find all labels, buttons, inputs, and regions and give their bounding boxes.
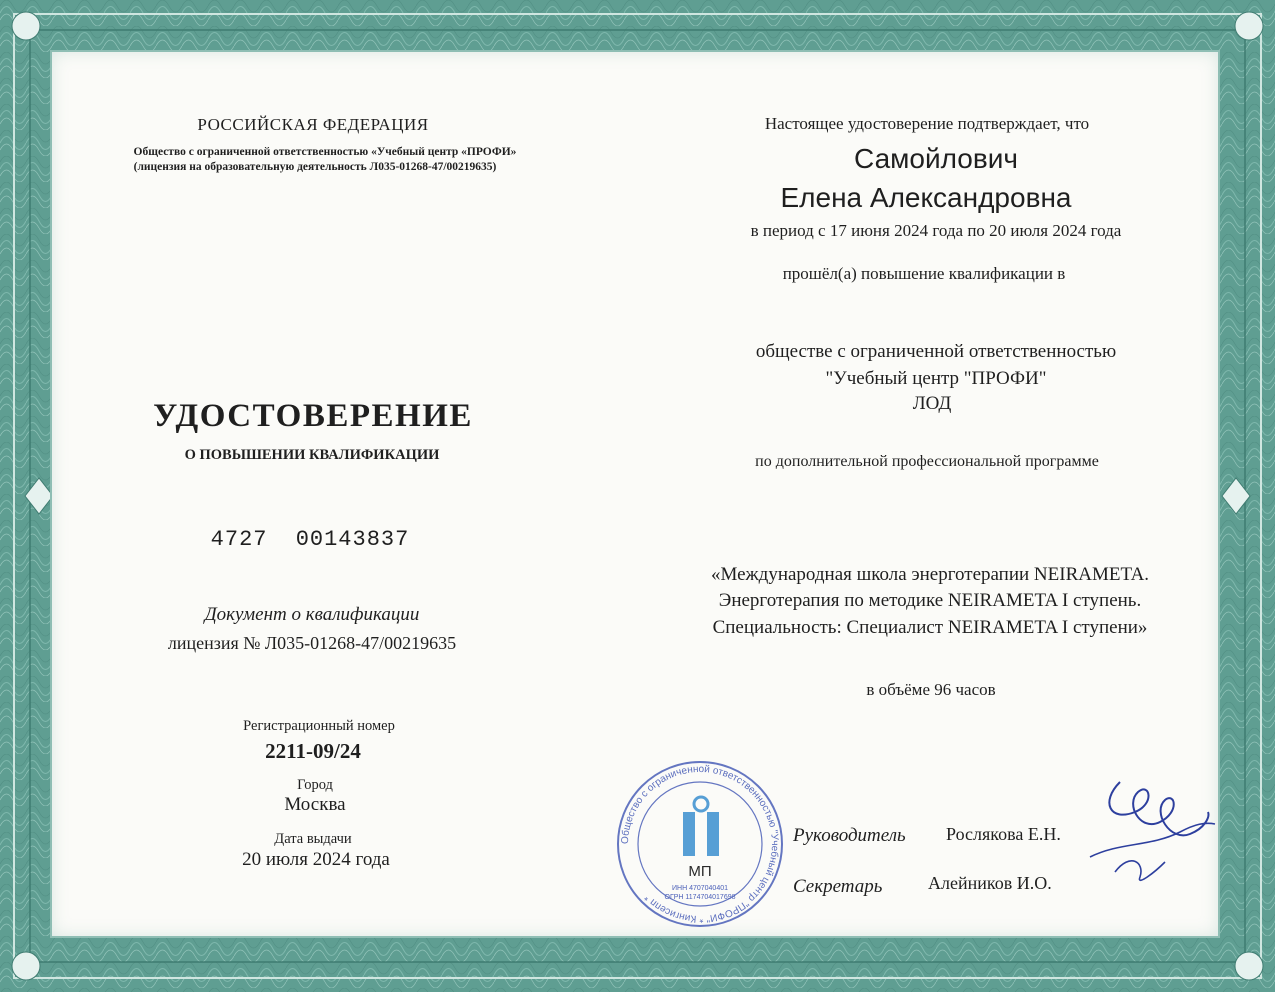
secretary-name: Алейников И.О. [928, 873, 1052, 893]
issue-date: 20 июля 2024 года [242, 849, 390, 870]
registration-label: Регистрационный номер [243, 718, 395, 734]
completion-text: прошёл(а) повышение квалификации в [782, 264, 1066, 283]
issuer-organization: Общество с ограниченной ответственностью «Учебный центр «ПРОФИ» [133, 146, 517, 158]
program-hours: в объёме 96 часов [866, 680, 996, 699]
document-type: Документ о квалификации [204, 604, 420, 625]
registration-number: 2211-09/24 [265, 739, 361, 763]
program-line: Специальность: Специалист NEIRAMETA I ступени» [712, 617, 1148, 638]
confirmation-text: Настоящее удостоверение подтверждает, что [764, 114, 1090, 133]
program-line: «Международная школа энерготерапии NEIRAMETA. [710, 564, 1150, 585]
program-intro: по дополнительной профессиональной программе [755, 453, 1099, 470]
official-seal-stamp [615, 752, 785, 942]
institution-line: ЛОД [912, 393, 952, 414]
license-number: лицензия № Л035-01268-47/00219635 [167, 633, 457, 653]
city-label: Город [297, 777, 333, 793]
issuer-license-note: (лицензия на образовательную деятельность Л035-01268-47/00219635) [133, 161, 497, 173]
country-heading: РОССИЙСКАЯ ФЕДЕРАЦИЯ [197, 115, 429, 134]
seal-ogrn: ОГРН 1174704017698 [664, 894, 736, 901]
holder-given-names: Елена Александровна [780, 182, 1072, 213]
institution-line: "Учебный центр "ПРОФИ" [825, 368, 1047, 389]
document-title: УДОСТОВЕРЕНИЕ [153, 398, 473, 434]
city-value: Москва [284, 794, 346, 815]
seal-ring-text: Общество с ограниченной ответственностью "Учебный центр "ПРОФИ" * Кингисепп * [619, 763, 781, 925]
holder-surname: Самойлович [854, 143, 1018, 174]
institution-line: обществе с ограниченной ответственностью [755, 341, 1117, 362]
program-line: Энерготерапия по методике NEIRAMETA I ступень. [718, 590, 1142, 611]
seal-inn: ИНН 4707040401 [671, 885, 729, 892]
certificate-number: 4727 00143837 [210, 527, 410, 552]
secretary-role-label: Секретарь [793, 876, 883, 897]
head-role-label: Руководитель [793, 825, 906, 846]
head-name: Рослякова Е.Н. [946, 824, 1061, 844]
issue-date-label: Дата выдачи [274, 831, 352, 847]
seal-mp: МП [688, 863, 712, 880]
training-period: в период с 17 июня 2024 года по 20 июля 2024 года [750, 221, 1122, 240]
document-subtitle: О ПОВЫШЕНИИ КВАЛИФИКАЦИИ [184, 447, 440, 463]
head-signature [1080, 762, 1220, 892]
